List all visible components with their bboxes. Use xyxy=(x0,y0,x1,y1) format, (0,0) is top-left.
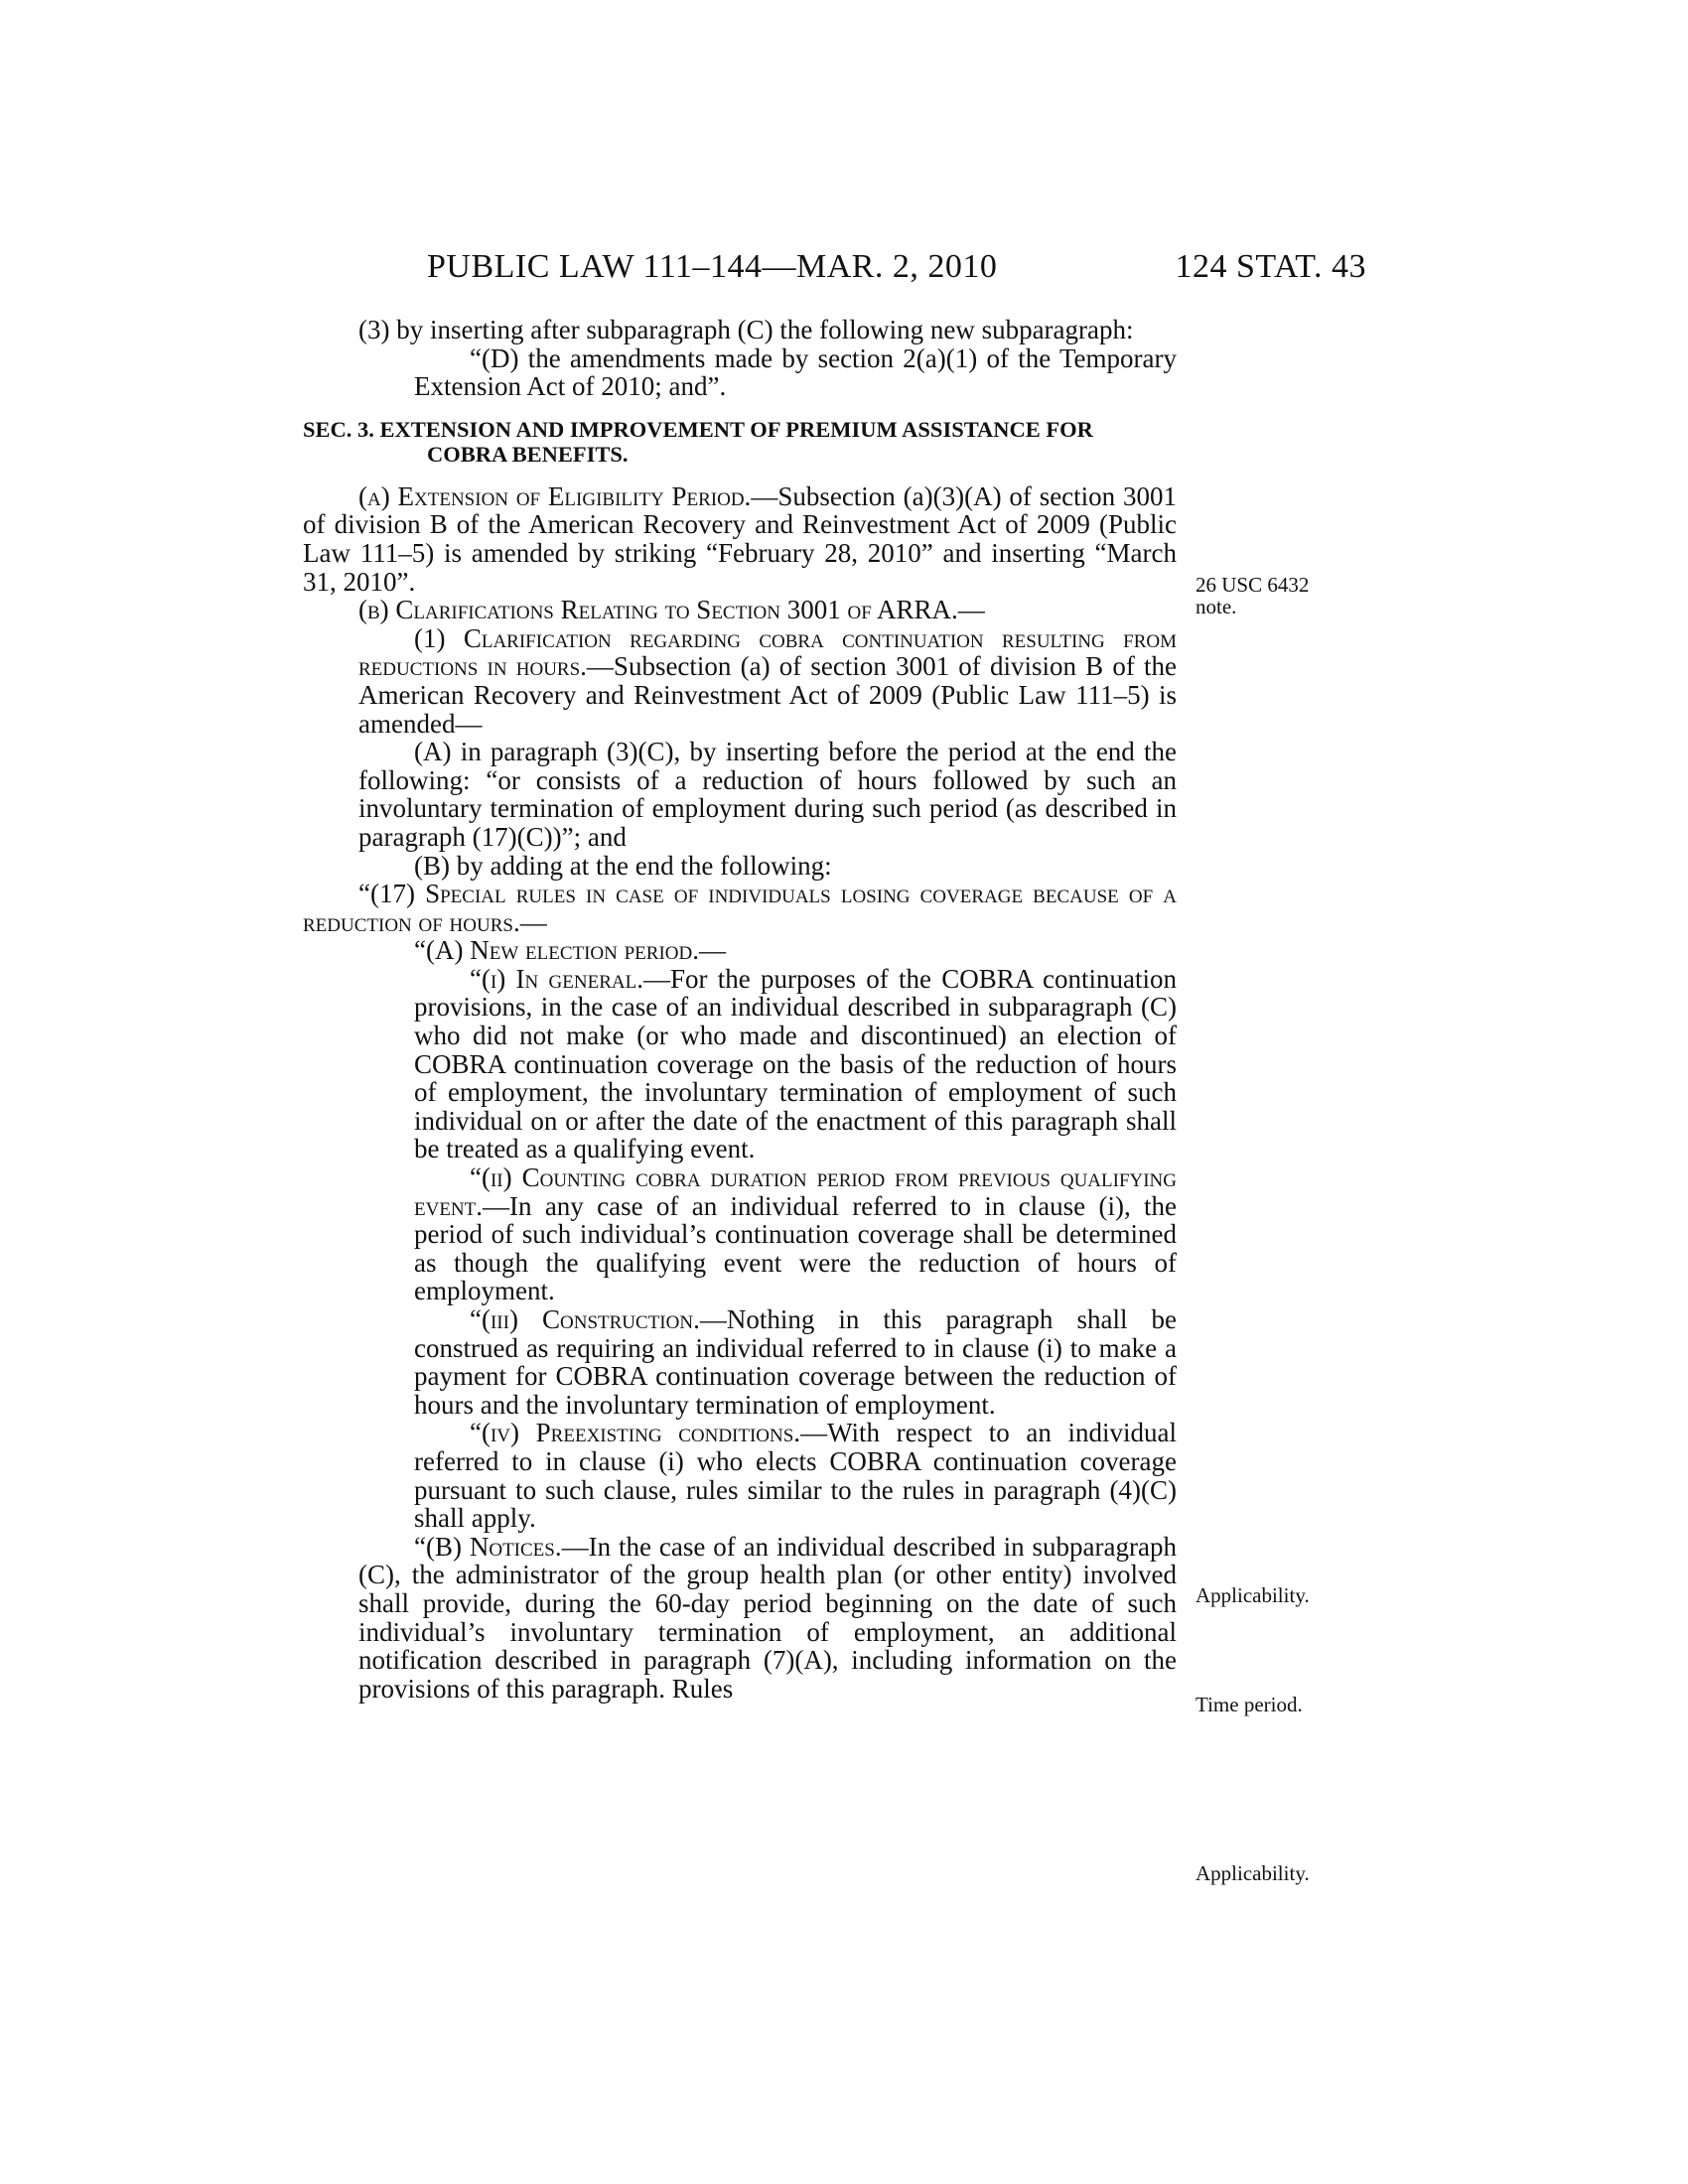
clause-iv-text: —With respect to an individual referred to in clause (i) who elects COBRA continuation coverage pursuant to such clause, rules similar to the rules in paragraph (4)(C) shall apply. xyxy=(414,1418,1177,1534)
subparagraph-A: (A) in paragraph (3)(C), by inserting before the period at the end the following: “or consists of a reduction of hours followed by such an involuntary termination of employment during such period (as described in paragraph (17)(C))”; and xyxy=(358,737,1177,852)
paragraph-17A-text: — xyxy=(698,935,726,966)
clause-ii-text: —In any case of an individual referred to in clause (i), the period of such individual’s continuation coverage shall be determined as though the qualifying event were the reduction of hours of employment. xyxy=(414,1190,1177,1306)
clause-iii-text: —Nothing in this paragraph shall be construed as requiring an individual referred to in clause (i) to make a payment for COBRA continuation coverage between the reduction of hours and the involuntary termination of employment. xyxy=(414,1304,1178,1420)
section-3-heading: SEC. 3. EXTENSION AND IMPROVEMENT OF PREMIUM ASSISTANCE FOR COBRA BENEFITS. xyxy=(303,416,1093,467)
clause-iii-heading: “(iii) Construction. xyxy=(470,1304,700,1334)
paragraph-D-amendment: “(D) the amendments made by section 2(a)(1) of the Temporary Extension Act of 2010; and”. xyxy=(414,342,1177,402)
running-header-stat-page: 124 STAT. 43 xyxy=(1175,248,1366,285)
subsection-b-heading: (b) Clarifications Relating to Section 3001 of ARRA. xyxy=(358,595,958,625)
clause-ii-heading: “(ii) Counting cobra duration period from previous qualifying event. xyxy=(414,1162,1177,1221)
paragraph-17 xyxy=(303,880,1177,936)
running-header-title: PUBLIC LAW 111–144—MAR. 2, 2010 xyxy=(427,248,998,285)
subsection-a-text: —Subsection (a)(3)(A) of section 3001 of division B of the American Recovery and Reinvestment Act of 2009 (Public Law 111–5) is amended by striking “February 28, 2010” and inserting “March 31, 2010”. xyxy=(303,480,1177,597)
margin-note-usc-citation xyxy=(1196,574,1309,617)
subparagraph-B: (B) by adding at the end the following: xyxy=(414,850,832,881)
margin-note-usc-line2: note. xyxy=(1196,595,1237,618)
paragraph-b1 xyxy=(303,624,1177,738)
clause-ii xyxy=(303,1163,1177,1305)
margin-note-applicability-1: Applicability. xyxy=(1196,1583,1310,1607)
clause-iii xyxy=(303,1305,1177,1419)
margin-note-applicability-2: Applicability. xyxy=(1196,1861,1310,1885)
subsection-b-text: — xyxy=(957,595,985,625)
paragraph-b1-text: —Subsection (a) of section 3001 of division B of the American Recovery and Reinvestment Act of 2009 (Public Law 111–5) is amended— xyxy=(358,651,1178,739)
clause-i-text: —For the purposes of the COBRA continuation provisions, in the case of an individual described in subparagraph (C) who did not make (or who made and discontinued) an election of COBRA continuation coverage on the basis of the reduction of hours of employment, the involuntary termination of employment of such individual on or after the date of the enactment of this paragraph shall be treated as a qualifying event. xyxy=(414,963,1177,1164)
margin-note-usc-line1: 26 USC 6432 xyxy=(1196,573,1310,597)
paragraph-17A-heading: “(A) New election period. xyxy=(414,935,699,966)
paragraph-17-text: — xyxy=(519,906,547,937)
paragraph-17B-heading: “(B) Notices. xyxy=(414,1531,562,1562)
clause-iv-heading: “(iv) Preexisting conditions. xyxy=(470,1418,801,1448)
paragraph-17B-text: —In the case of an individual described in subparagraph (C), the administrator of the group health plan (or other entity) involved shall provide, during the 60-day period beginning on the date of such individual’s involuntary termination of employment, an additional notification described in paragraph (7)(A), including information on the provisions of this paragraph. Rules xyxy=(358,1531,1177,1704)
subsection-b xyxy=(303,596,1177,624)
clause-iv xyxy=(303,1419,1177,1532)
paragraph-17B xyxy=(303,1533,1177,1704)
subsection-a xyxy=(303,482,1177,596)
clause-i xyxy=(303,965,1177,1163)
margin-note-time-period: Time period. xyxy=(1196,1693,1303,1716)
paragraph-17A xyxy=(303,936,1177,965)
subsection-a-heading: (a) Extension of Eligibility Period. xyxy=(358,480,752,511)
paragraph-17-heading: “(17) Special rules in case of individuals losing coverage because of a reduction of hours. xyxy=(303,879,1177,937)
paragraph-3-amendment: (3) by inserting after subparagraph (C) the following new subparagraph: xyxy=(358,315,1134,344)
clause-i-heading: “(i) In general. xyxy=(470,963,643,994)
document-body xyxy=(303,316,1177,1703)
paragraph-b1-heading: (1) Clarification regarding cobra continuation resulting from reductions in hours. xyxy=(358,622,1177,682)
